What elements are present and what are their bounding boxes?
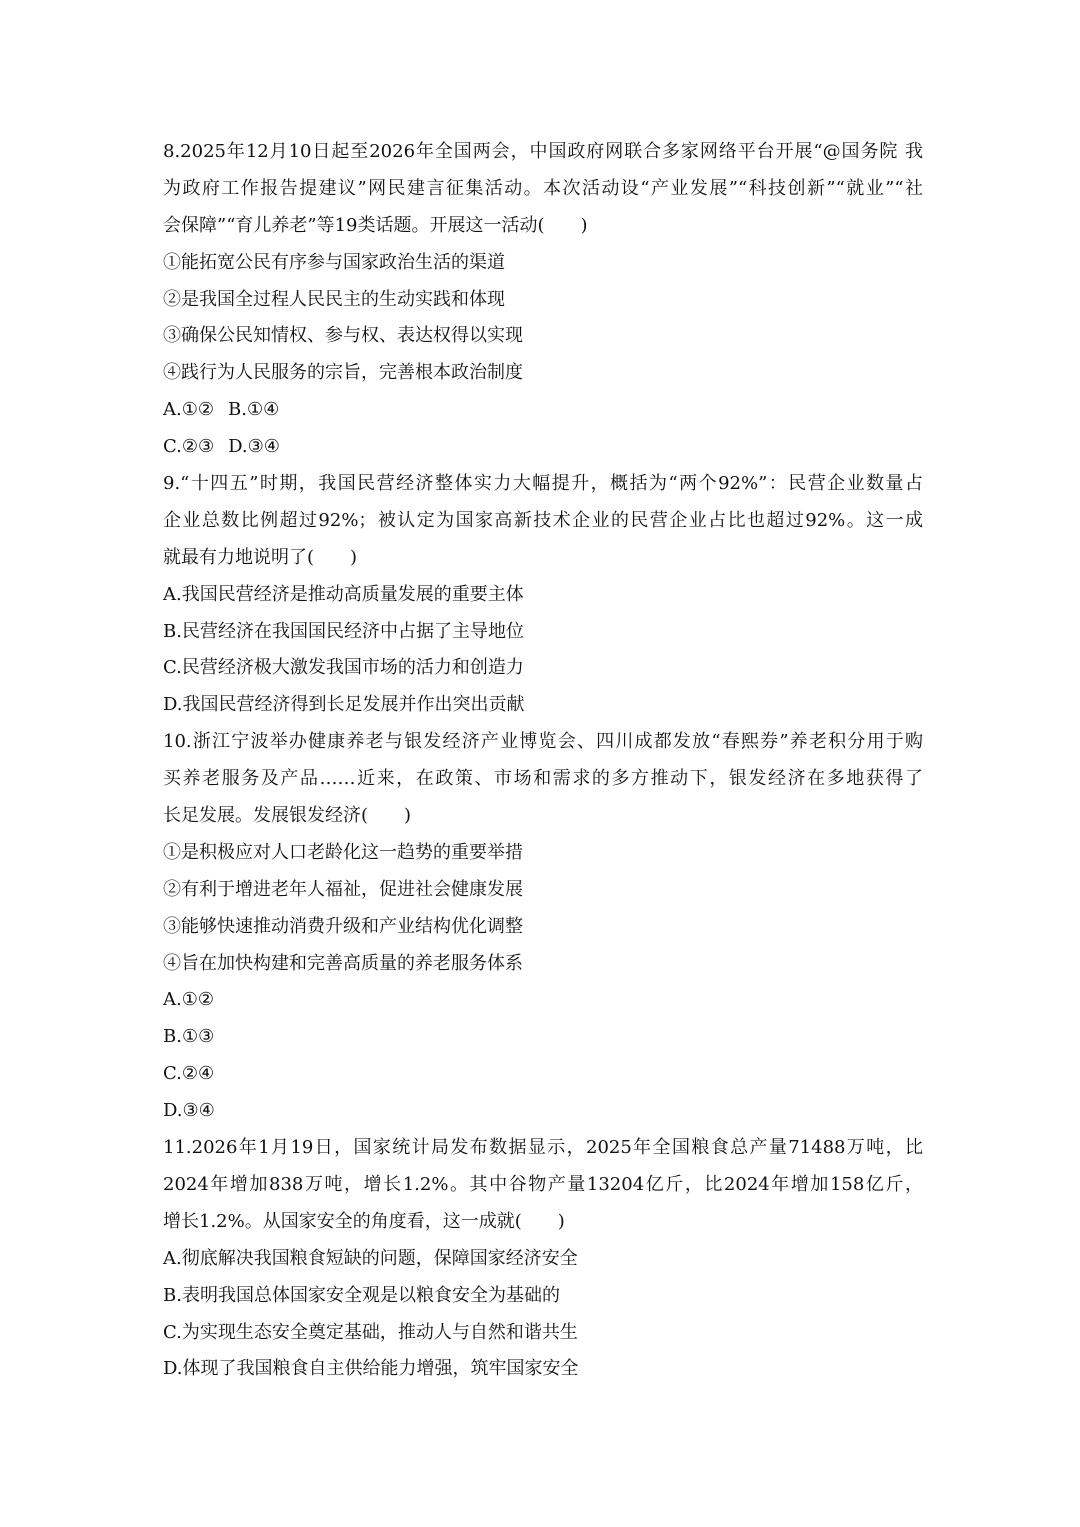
- question-8-statement-4: ④践行为人民服务的宗旨，完善根本政治制度: [163, 362, 523, 384]
- question-8-stem-line: 8.2025年12月10日起至2026年全国两会，中国政府网联合多家网络平台开展“@国务院 我: [163, 141, 923, 162]
- question-9-option-a: A.我国民营经济是推动高质量发展的重要主体: [163, 583, 524, 605]
- question-8-option-d: D.③④: [228, 436, 280, 458]
- question-10-option-c: C.②④: [163, 1063, 215, 1085]
- question-10-statement-2: ②有利于增进老年人福祉，促进社会健康发展: [163, 878, 523, 900]
- question-11-option-c: C.为实现生态安全奠定基础，推动人与自然和谐共生: [163, 1321, 578, 1343]
- question-8-statement-1: ①能拓宽公民有序参与国家政治生活的渠道: [163, 251, 505, 273]
- question-10-statement-1: ①是积极应对人口老龄化这一趋势的重要举措: [163, 841, 523, 863]
- question-8-option-c: C.②③: [163, 436, 215, 458]
- question-8: [163, 134, 923, 466]
- question-10-option-a: A.①②: [163, 989, 214, 1011]
- question-11-option-d: D.体现了我国粮食自主供给能力增强，筑牢国家安全: [163, 1358, 579, 1380]
- question-8-statement-3: ③确保公民知情权、参与权、表达权得以实现: [163, 325, 523, 347]
- question-11-stem-line: 11.2026年1月19日，国家统计局发布数据显示，2025年全国粮食总产量71488万吨，比: [163, 1137, 923, 1159]
- question-9-option-b: B.民营经济在我国国民经济中占据了主导地位: [163, 620, 524, 642]
- question-11-stem-line: 2024年增加838万吨，增长1.2%。其中谷物产量13204亿斤，比2024年增加158亿斤，: [163, 1173, 923, 1195]
- question-9-stem-line: 企业总数比例超过92%；被认定为国家高新技术企业的民营企业占比也超过92%。这一成: [163, 509, 923, 531]
- question-10-option-b: B.①③: [163, 1026, 215, 1048]
- question-10-stem-line: 长足发展。发展银发经济( ): [163, 805, 412, 827]
- question-8-option-a: A.①②: [163, 399, 214, 421]
- question-8-stem-line: 为政府工作报告提建议”网民建言征集活动。本次活动设“产业发展”“科技创新”“就业”“社: [163, 177, 923, 199]
- question-10-stem-line: 10.浙江宁波举办健康养老与银发经济产业博览会、四川成都发放“春熙券”养老积分用于购: [163, 731, 923, 753]
- exam-page: [163, 134, 923, 1388]
- question-10: [163, 724, 923, 1130]
- question-9-stem-line: 就最有力地说明了( ): [163, 546, 358, 568]
- question-10-statement-3: ③能够快速推动消费升级和产业结构优化调整: [163, 915, 523, 937]
- question-11-option-b: B.表明我国总体国家安全观是以粮食安全为基础的: [163, 1284, 560, 1306]
- question-8-statement-2: ②是我国全过程人民民主的生动实践和体现: [163, 288, 505, 310]
- question-9-stem-line: 9.“十四五”时期，我国民营经济整体实力大幅提升，概括为“两个92%”：民营企业数量占: [163, 473, 923, 495]
- question-8-stem-line: 会保障”“育儿养老”等19类话题。开展这一活动( ): [163, 214, 588, 236]
- question-9-option-c: C.民营经济极大激发我国市场的活力和创造力: [163, 657, 524, 679]
- question-10-option-d: D.③④: [163, 1100, 215, 1122]
- question-10-stem-line: 买养老服务及产品……近来，在政策、市场和需求的多方推动下，银发经济在多地获得了: [163, 768, 923, 790]
- question-9: [163, 466, 923, 724]
- question-10-statement-4: ④旨在加快构建和完善高质量的养老服务体系: [163, 952, 523, 974]
- question-8-options-row-1: [163, 392, 923, 429]
- question-9-option-d: D.我国民营经济得到长足发展并作出突出贡献: [163, 694, 525, 716]
- question-11: [163, 1130, 923, 1388]
- question-11-option-a: A.彻底解决我国粮食短缺的问题，保障国家经济安全: [163, 1247, 578, 1269]
- question-8-option-b: B.①④: [228, 399, 280, 421]
- question-8-options-row-2: [163, 429, 923, 466]
- question-11-stem-line: 增长1.2%。从国家安全的角度看，这一成就( ): [163, 1210, 565, 1232]
